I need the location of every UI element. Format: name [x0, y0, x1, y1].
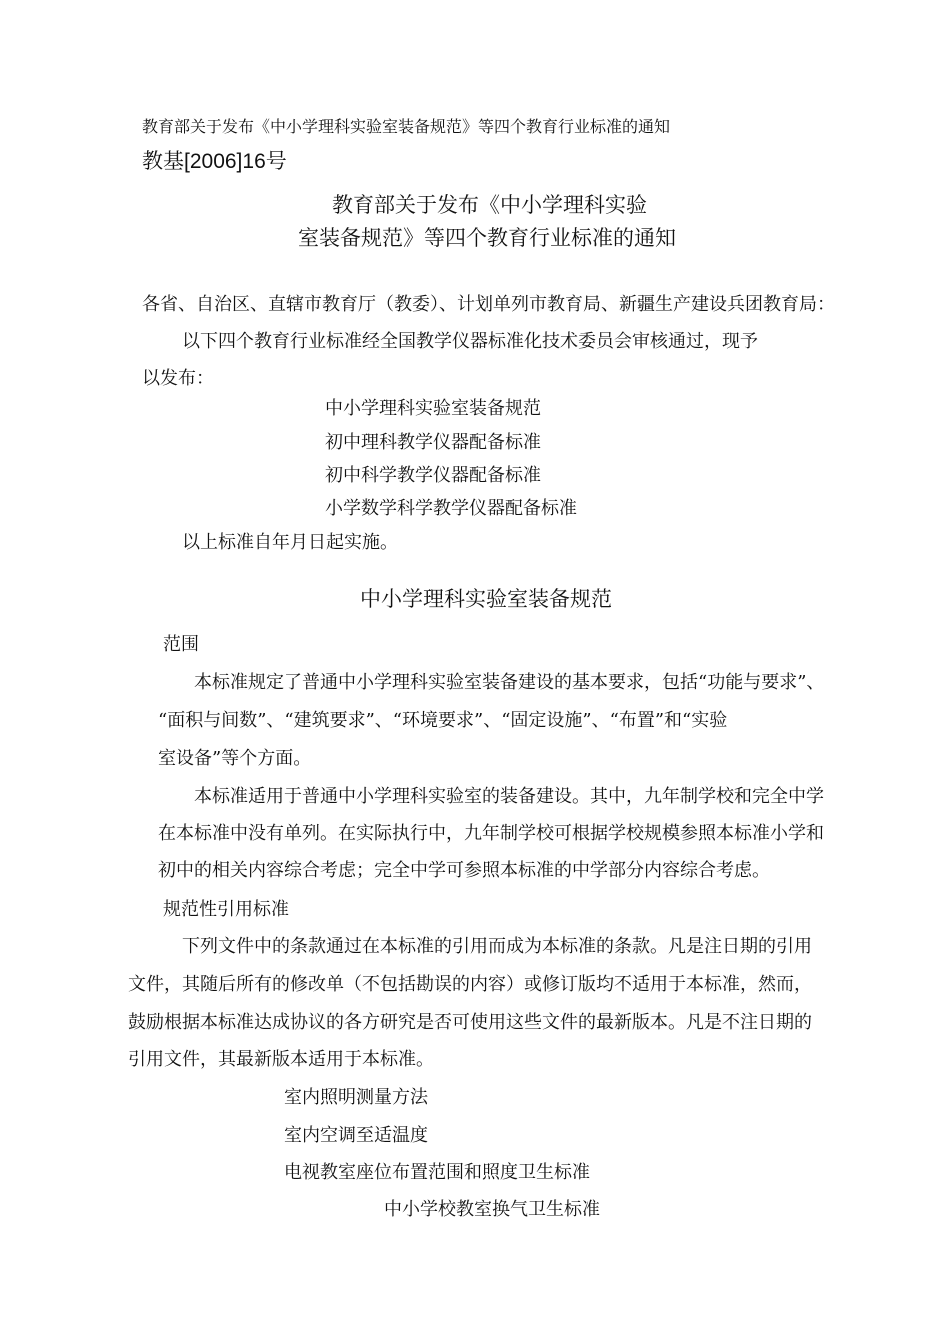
- scope-heading: 范围: [163, 634, 199, 655]
- document-number: 教基[2006]16号: [142, 150, 287, 173]
- reference-item: 电视教室座位布置范围和照度卫生标准: [284, 1162, 590, 1183]
- notice-body-line-1: 以下四个教育行业标准经全国教学仪器标准化技术委员会审核通过，现予: [182, 331, 758, 352]
- notice-title-line-2: 室装备规范》等四个教育行业标准的通知: [298, 226, 676, 250]
- top-title: 教育部关于发布《中小学理科实验室装备规范》等四个教育行业标准的通知: [142, 117, 671, 136]
- scope-paragraph-1-line: 本标准规定了普通中小学理科实验室装备建设的基本要求，包括“功能与要求”、: [194, 672, 825, 693]
- reference-item: 室内照明测量方法: [284, 1087, 428, 1108]
- normative-paragraph-line: 鼓励根据本标准达成协议的各方研究是否可使用这些文件的最新版本。凡是不注日期的: [128, 1012, 812, 1033]
- reference-item: 中小学校教室换气卫生标准: [384, 1199, 600, 1220]
- scope-paragraph-1-line: 室设备”等个方面。: [158, 748, 312, 769]
- standard-list-item: 小学数学科学教学仪器配备标准: [325, 498, 577, 519]
- notice-body-line-2: 以发布：: [142, 368, 214, 389]
- standard-title: 中小学理科实验室装备规范: [360, 587, 612, 611]
- normative-paragraph-line: 文件，其随后所有的修改单（不包括勘误的内容）或修订版均不适用于本标准，然而，: [128, 974, 812, 995]
- standard-list-item: 初中理科教学仪器配备标准: [325, 432, 541, 453]
- scope-paragraph-1-line: “面积与间数”、“建筑要求”、“环境要求”、“固定设施”、“布置”和“实验: [158, 710, 728, 731]
- scope-paragraph-2-line: 在本标准中没有单列。在实际执行中，九年制学校可根据学校规模参照本标准小学和: [158, 823, 824, 844]
- scope-paragraph-2-line: 初中的相关内容综合考虑；完全中学可参照本标准的中学部分内容综合考虑。: [158, 860, 770, 881]
- notice-addressee: 各省、自治区、直辖市教育厅（教委）、计划单列市教育局、新疆生产建设兵团教育局：: [142, 294, 835, 315]
- normative-paragraph-line: 引用文件，其最新版本适用于本标准。: [128, 1049, 434, 1070]
- standard-list-item: 初中科学教学仪器配备标准: [325, 465, 541, 486]
- effective-date-statement: 以上标准自年月日起实施。: [182, 532, 398, 553]
- normative-paragraph-line: 下列文件中的条款通过在本标准的引用而成为本标准的条款。凡是注日期的引用: [182, 936, 812, 957]
- standard-list-item: 中小学理科实验室装备规范: [325, 398, 541, 419]
- scope-paragraph-2-line: 本标准适用于普通中小学理科实验室的装备建设。其中，九年制学校和完全中学: [194, 786, 824, 807]
- normative-heading: 规范性引用标准: [163, 899, 289, 920]
- notice-title-line-1: 教育部关于发布《中小学理科实验: [332, 193, 647, 217]
- reference-item: 室内空调至适温度: [284, 1125, 428, 1146]
